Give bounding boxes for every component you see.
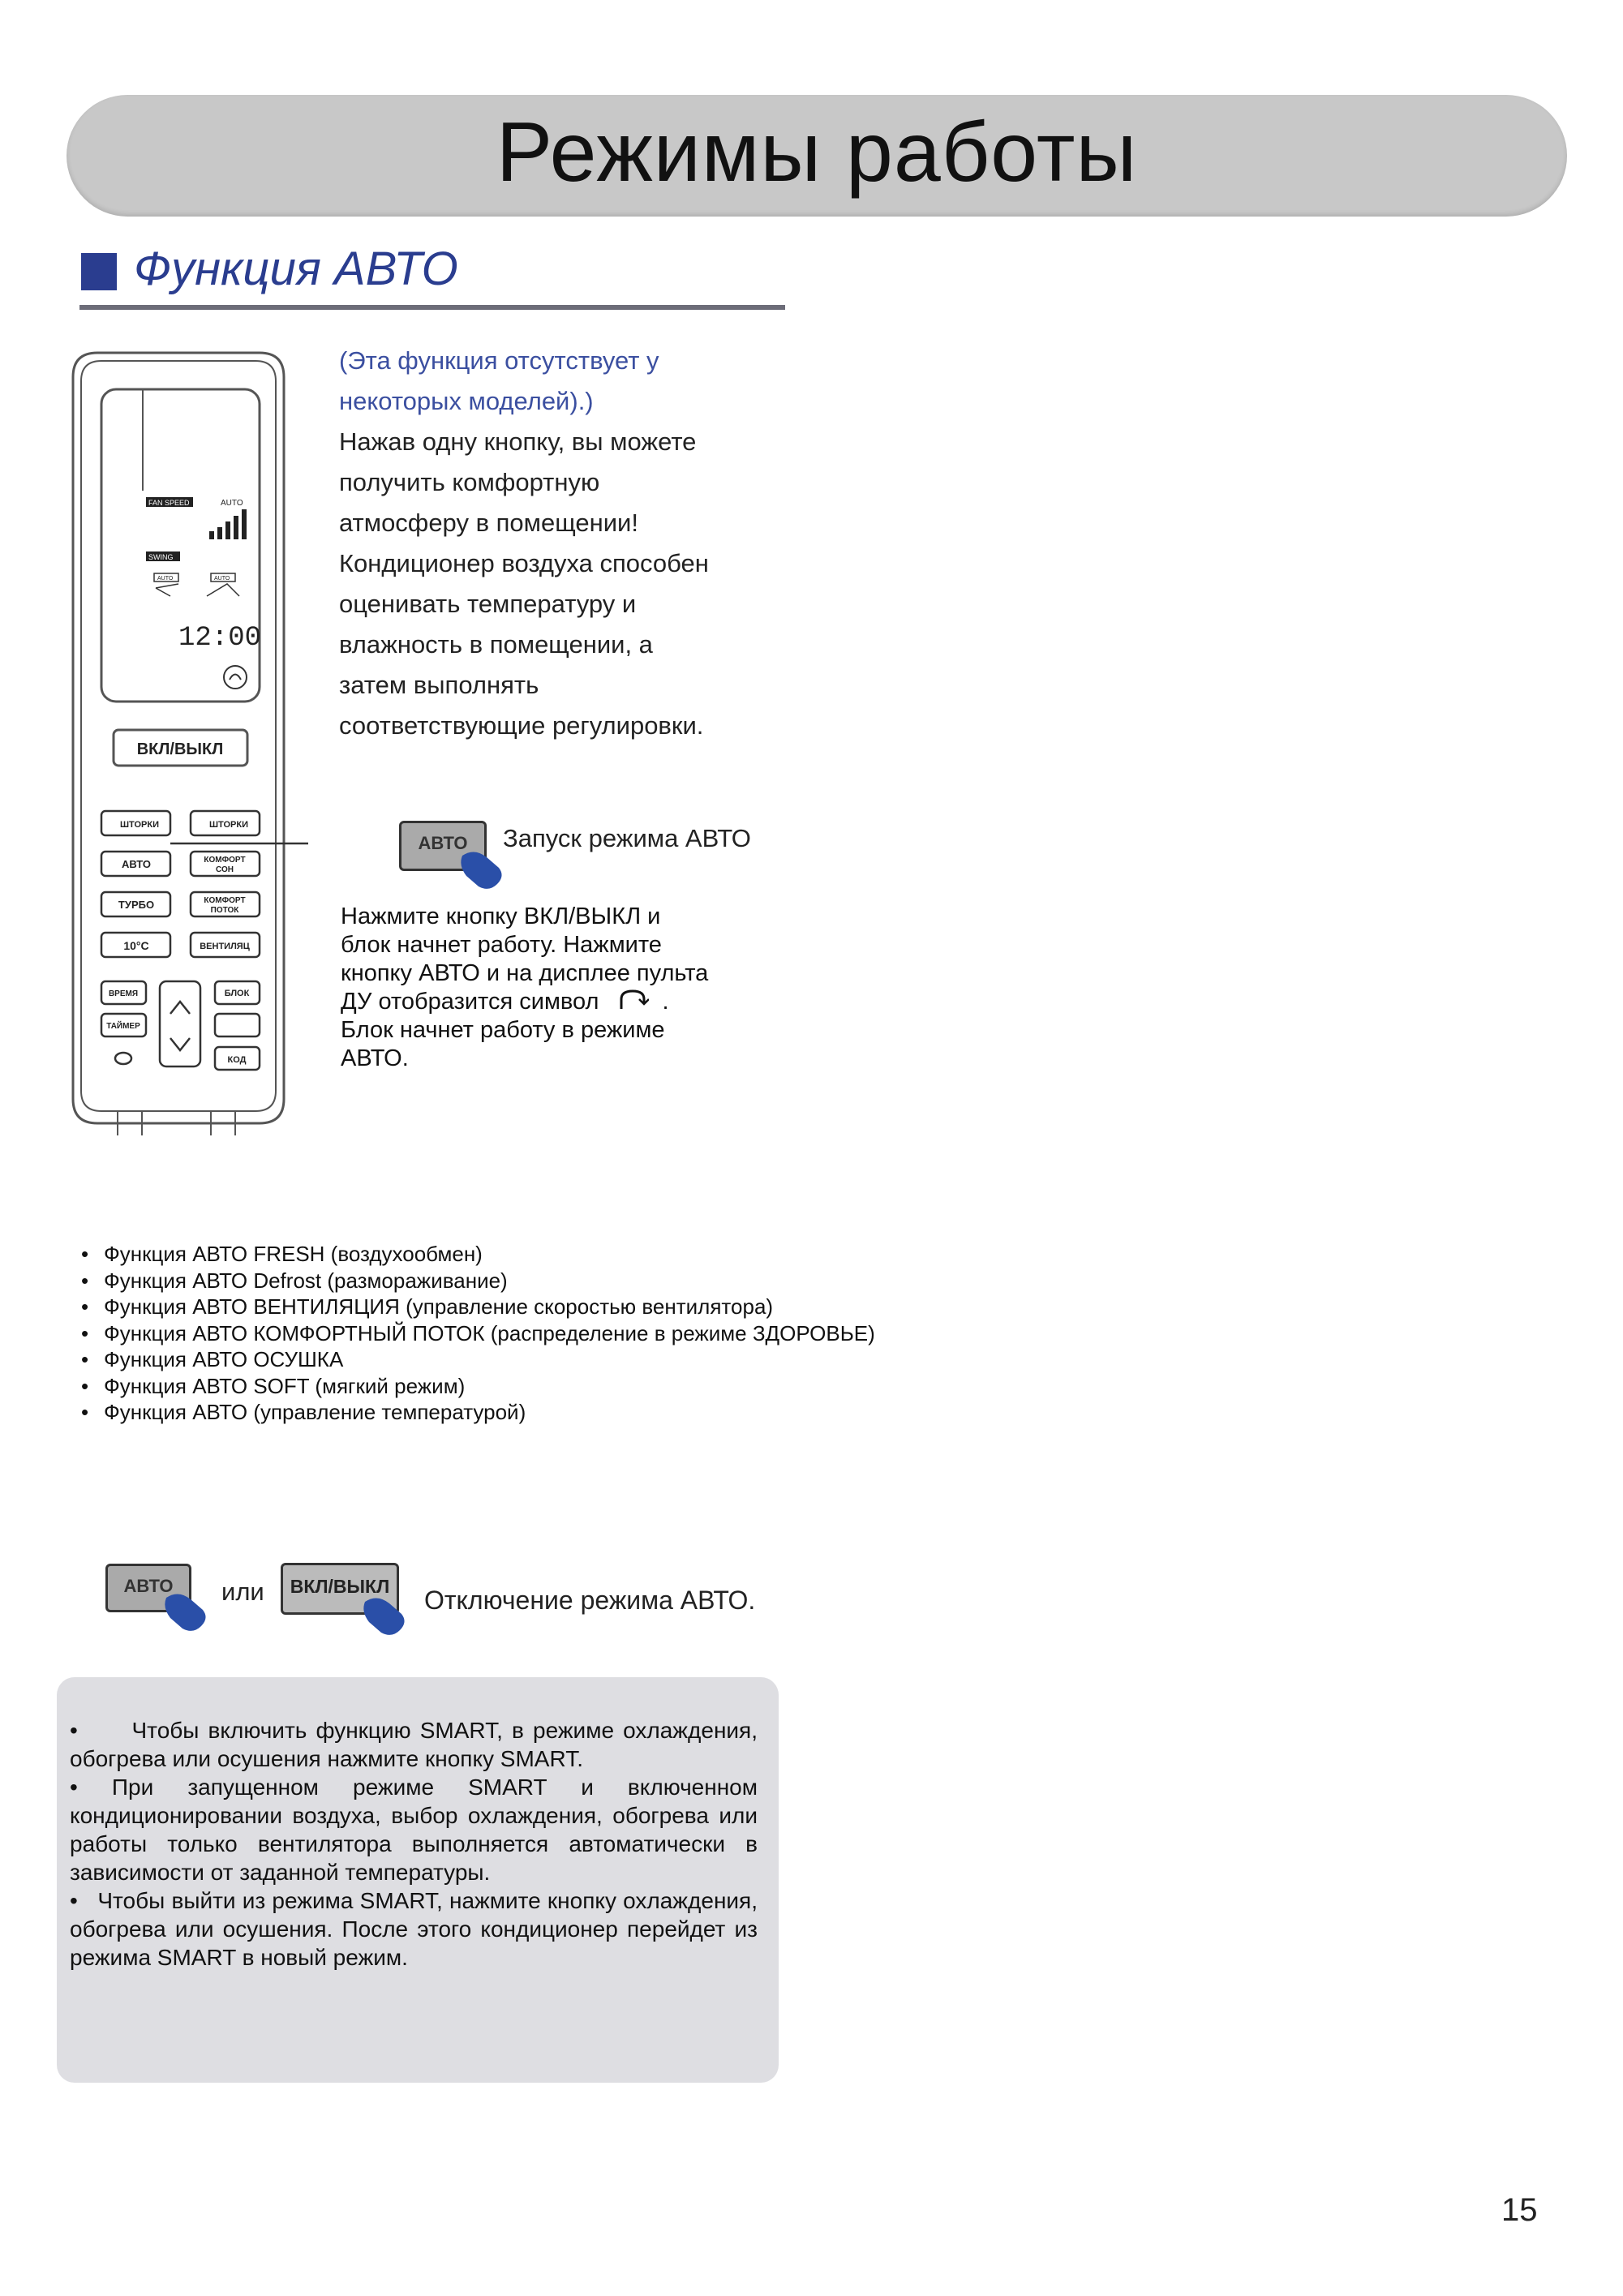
intro-line: соответствующие регулировки.	[339, 711, 704, 740]
page-title: Режимы работы	[496, 105, 1138, 200]
intro-line: получить комфортную	[339, 468, 600, 496]
display-time: 12:00	[178, 623, 262, 654]
curtain-right-label: ШТОРКИ	[208, 820, 249, 830]
section-marker	[81, 253, 117, 290]
swing-label: SWING	[148, 553, 174, 561]
lock-button-label: БЛОК	[224, 989, 250, 998]
smart-note-paragraph: • Чтобы выйти из режима SMART, нажмите кнопку охлаждения, обогрева или осушения. После этого кондиционер перейдет из режима SMART в новый режим.	[70, 1888, 764, 1970]
intro-line: оценивать температуру и	[339, 590, 637, 618]
symbol-period: .	[662, 989, 669, 1015]
pointing-hand-icon	[162, 1590, 211, 1634]
swing-auto-1: AUTO	[157, 576, 174, 582]
time-button-label: ВРЕМЯ	[108, 989, 139, 998]
intro-line: влажность в помещении, а	[339, 630, 653, 659]
ten-c-button-label: 10°C	[123, 939, 149, 952]
instruction-line: кнопку АВТО и на дисплее пульта	[341, 960, 709, 986]
swing-auto-2: AUTO	[214, 576, 230, 582]
smart-note-paragraph: • При запущенном режиме SMART и включенном кондиционировании воздуха, выбор охлаждения, обогрева или работы только вентилятора выполняется автоматически в зависимости от заданной температуры.	[70, 1775, 758, 1885]
power-button-label: ВКЛ/ВЫКЛ	[136, 740, 224, 758]
fan-auto-label: AUTO	[221, 499, 243, 508]
list-item: • Функция АВТО ОСУШКА	[81, 1346, 875, 1373]
list-item: • Функция АВТО ВЕНТИЛЯЦИЯ (управление скоростью вентилятора)	[81, 1294, 875, 1320]
list-item: • Функция АВТО FRESH (воздухообмен)	[81, 1241, 875, 1268]
pointing-hand-icon	[361, 1594, 410, 1638]
comfort-sleep-line2: СОН	[216, 865, 234, 874]
intro-note-line: (Эта функция отсутствует у	[339, 346, 659, 375]
intro-line: Нажав одну кнопку, вы можете	[339, 427, 697, 456]
auto-button-label: АВТО	[121, 858, 152, 870]
smart-note-paragraph: • Чтобы включить функцию SMART, в режиме охлаждения, обогрева или осушения нажмите кнопку SMART.	[70, 1718, 764, 1771]
fan-button-label: ВЕНТИЛЯЦ	[200, 942, 250, 951]
list-item: • Функция АВТО КОМФОРТНЫЙ ПОТОК (распределение в режиме ЗДОРОВЬЕ)	[81, 1320, 875, 1347]
smart-note-text	[70, 1716, 764, 1972]
intro-line: атмосферу в помещении!	[339, 509, 638, 537]
intro-note-line: некоторых моделей).)	[339, 387, 594, 415]
list-item: • Функция АВТО Defrost (размораживание)	[81, 1268, 875, 1294]
list-item: • Функция АВТО SOFT (мягкий режим)	[81, 1373, 875, 1400]
auto-stop-label: Отключение режима АВТО.	[424, 1586, 756, 1615]
comfort-sleep-line1: КОМФОРТ	[204, 856, 246, 865]
auto-mode-symbol-icon	[616, 988, 649, 1012]
intro-line: Кондиционер воздуха способен	[339, 549, 709, 577]
section-divider	[79, 305, 785, 310]
list-item: • Функция АВТО (управление температурой)	[81, 1399, 875, 1426]
auto-start-instructions	[341, 903, 795, 1073]
code-button-label: КОД	[227, 1055, 247, 1065]
header-banner	[67, 95, 1567, 217]
comfort-flow-line2: ПОТОК	[210, 906, 239, 915]
auto-features-list	[81, 1241, 875, 1426]
instruction-line: ДУ отобразится символ	[341, 989, 599, 1015]
instruction-line: Блок начнет работу в режиме	[341, 1017, 665, 1043]
auto-start-label: Запуск режима АВТО	[503, 824, 751, 852]
instruction-line-with-symbol	[341, 988, 795, 1016]
instruction-line: Нажмите кнопку ВКЛ/ВЫКЛ и	[341, 903, 661, 929]
auto-start-button[interactable]: АВТО	[399, 821, 487, 871]
fan-speed-label: FAN SPEED	[148, 499, 190, 507]
auto-stop-button[interactable]: АВТО	[105, 1564, 191, 1612]
pointing-hand-icon	[458, 848, 507, 892]
power-button[interactable]: ВКЛ/ВЫКЛ	[281, 1563, 399, 1615]
instruction-line: блок начнет работу. Нажмите	[341, 932, 662, 958]
instruction-line: АВТО.	[341, 1045, 409, 1071]
remote-control-illustration	[65, 345, 308, 1144]
intro-line: затем выполнять	[339, 671, 539, 699]
timer-button-label: ТАЙМЕР	[106, 1022, 140, 1031]
intro-paragraph	[339, 341, 793, 746]
or-text: или	[221, 1577, 264, 1606]
page-number: 15	[1501, 2192, 1538, 2228]
section-title: Функция АВТО	[134, 242, 458, 295]
curtain-left-label: ШТОРКИ	[119, 820, 160, 830]
turbo-button-label: ТУРБО	[118, 899, 155, 911]
comfort-flow-line1: КОМФОРТ	[204, 896, 246, 905]
smart-note-box	[57, 1677, 779, 2083]
